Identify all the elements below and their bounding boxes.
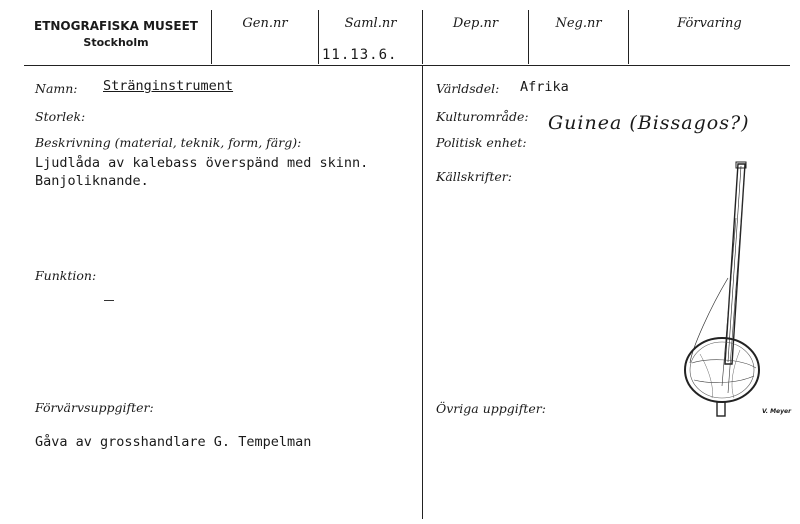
beskrivning-line-2: Banjoliknande.: [35, 173, 149, 189]
ovriga-uppgifter-label: Övriga uppgifter:: [436, 401, 546, 416]
banjo-instrument-icon: [670, 158, 780, 420]
storlek-label: Storlek:: [35, 109, 86, 124]
museum-city: Stockholm: [83, 36, 149, 49]
body-center-divider: [422, 65, 423, 519]
museum-logo-block: [26, 16, 206, 50]
funktion-label: Funktion:: [35, 268, 97, 283]
varldsdel-value: Afrika: [520, 79, 569, 95]
saml-nr-value: 11.13.6.: [322, 47, 398, 63]
namn-value: Stränginstrument: [103, 78, 234, 94]
namn-label: Namn:: [35, 81, 78, 96]
col-saml-nr: Saml.nr: [344, 16, 397, 31]
kulturomrade-handwritten: Guinea (Bissagos?): [548, 112, 750, 134]
dash-mark: [104, 300, 114, 301]
col-gen-nr: Gen.nr: [242, 16, 288, 31]
museum-name: ETNOGRAFISKA MUSEET: [34, 19, 198, 33]
beskrivning-label: Beskrivning (material, teknik, form, färg):: [35, 135, 302, 150]
col-neg-nr: Neg.nr: [555, 16, 602, 31]
kulturomrade-label: Kulturområde:: [436, 109, 529, 124]
politisk-enhet-label: Politisk enhet:: [436, 135, 527, 150]
forvarv-label: Förvärvsuppgifter:: [35, 400, 154, 415]
kallskrifter-label: Källskrifter:: [436, 169, 512, 184]
illustrator-signature: V. Meyer: [762, 408, 792, 415]
varldsdel-label: Världsdel:: [436, 81, 500, 96]
header-bottom-rule: [24, 65, 790, 66]
forvarv-value: Gåva av grosshandlare G. Tempelman: [35, 434, 312, 450]
col-dep-nr: Dep.nr: [452, 16, 499, 31]
col-forvaring: Förvaring: [677, 16, 742, 31]
beskrivning-line-1: Ljudlåda av kalebass överspänd med skinn.: [35, 155, 369, 171]
